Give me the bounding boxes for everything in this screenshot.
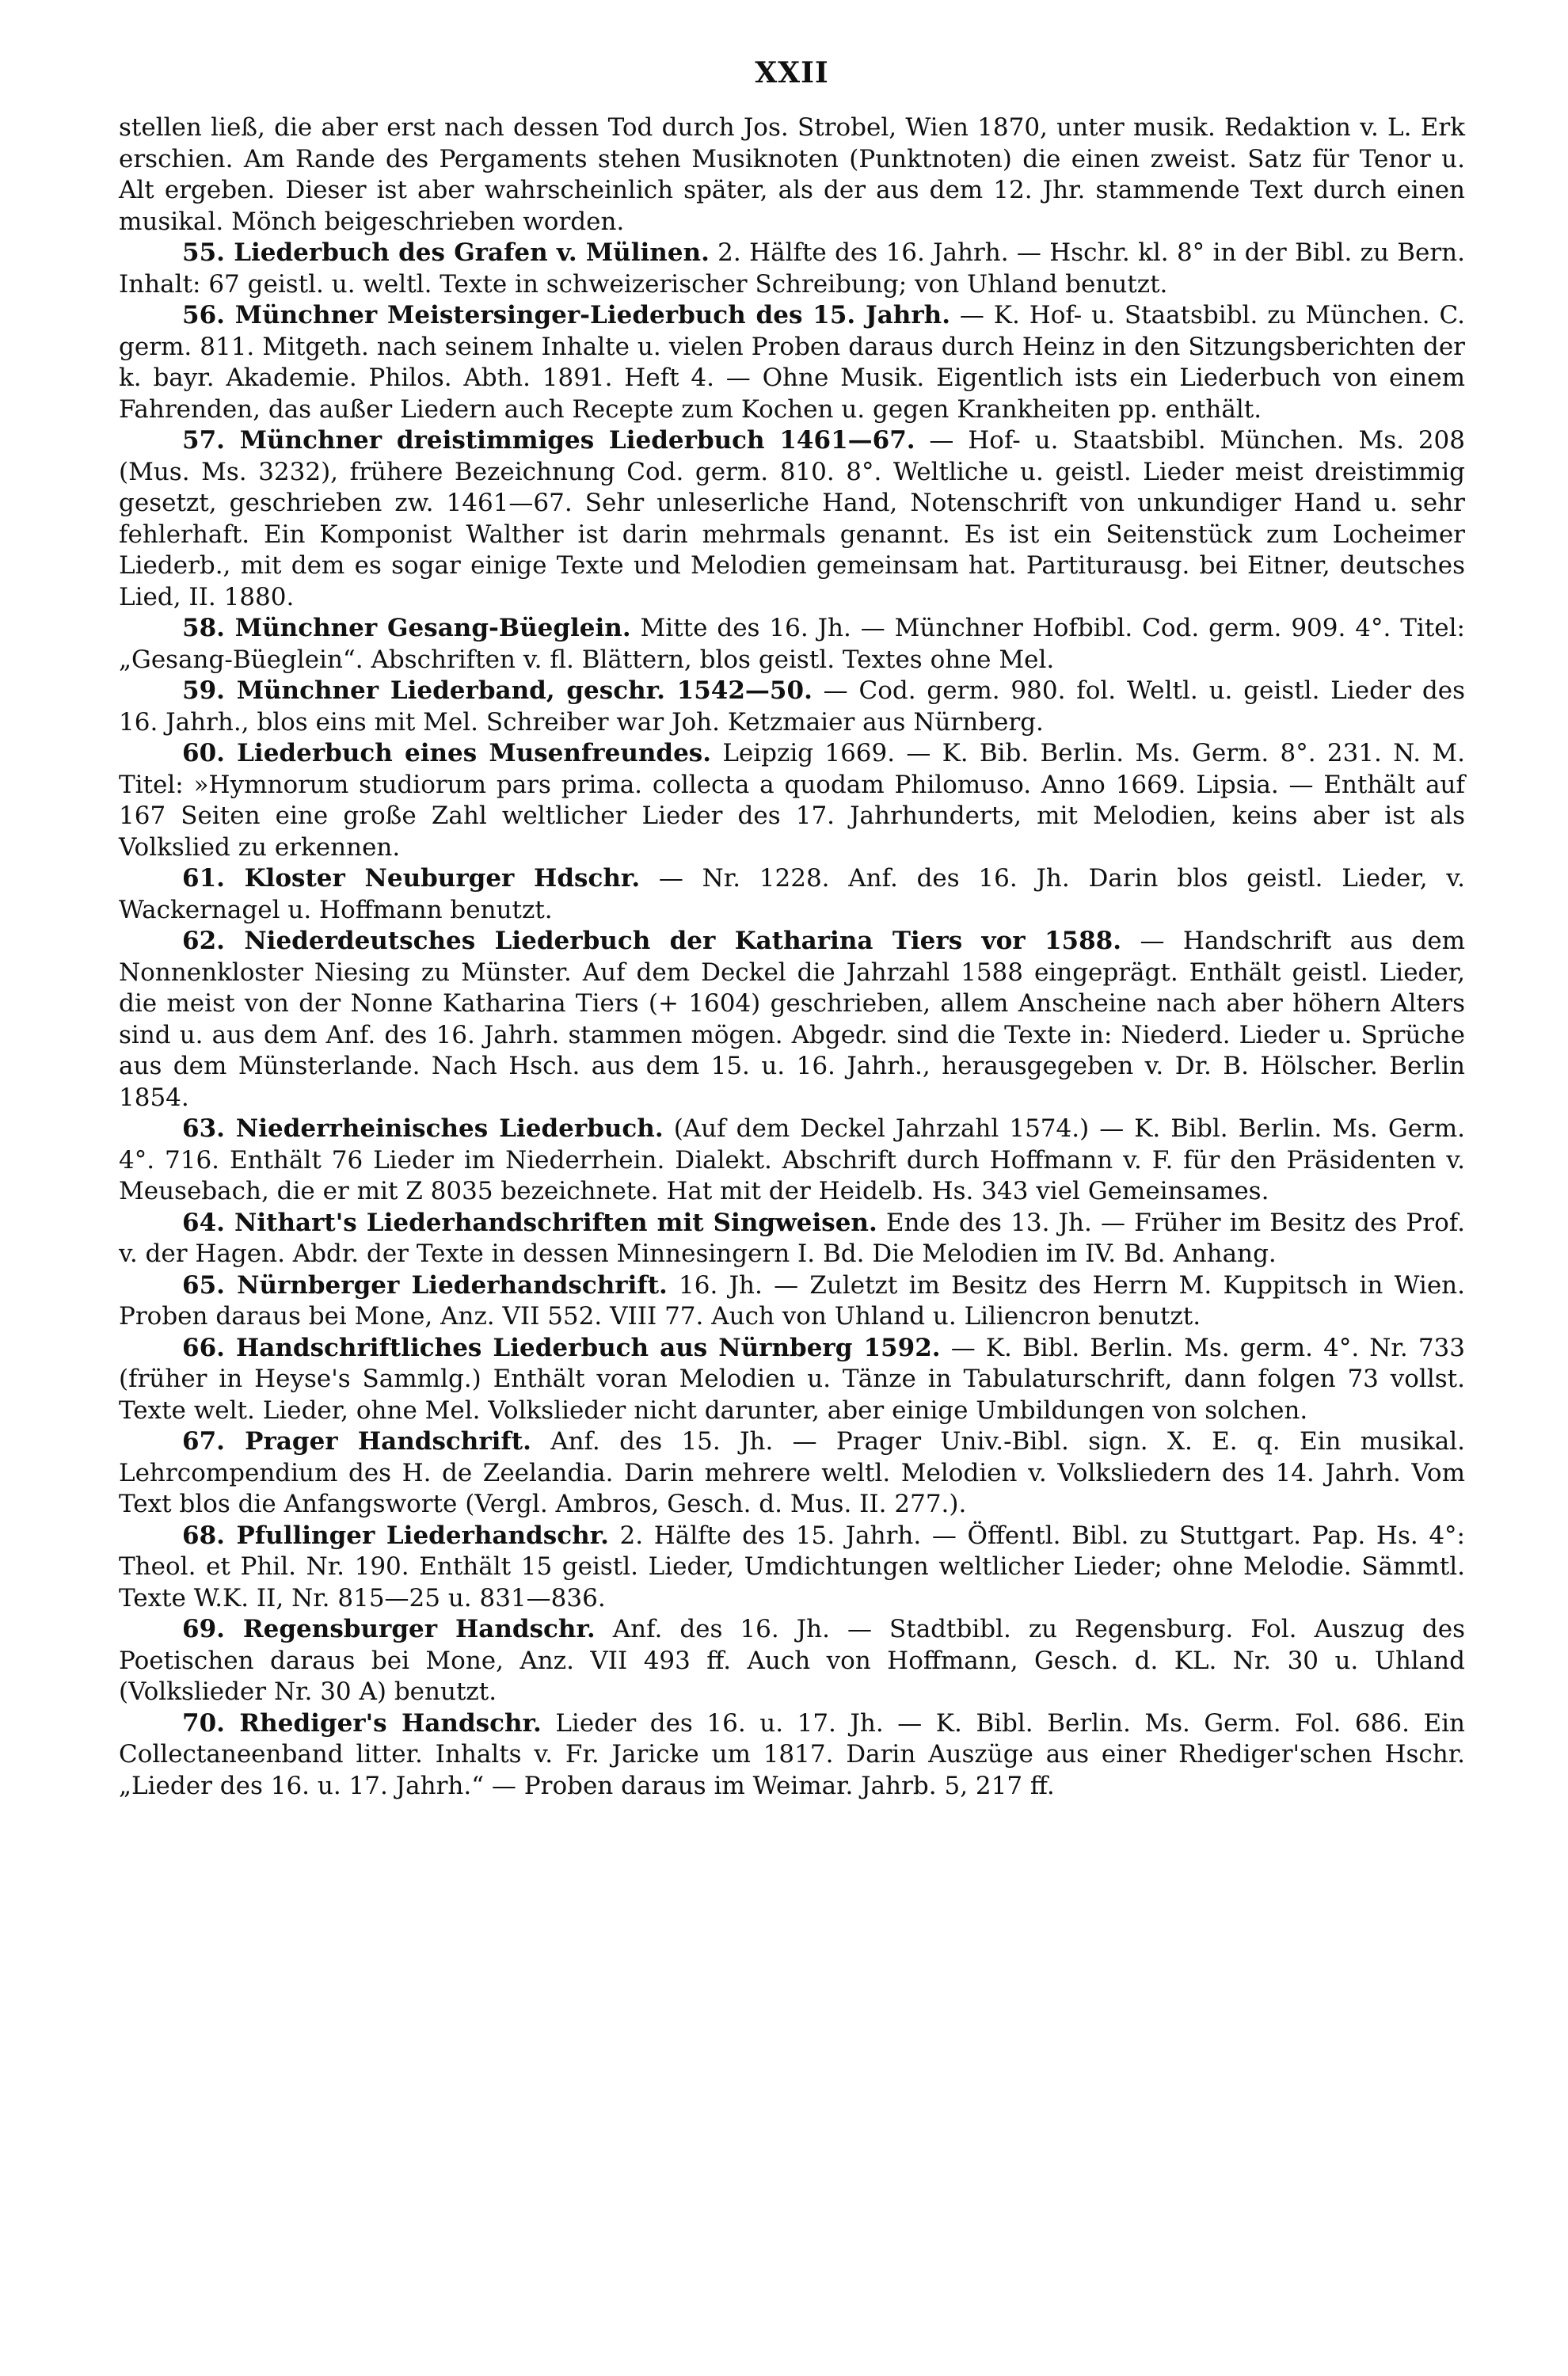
entry-text: Leipzig 1669. — K. Bib. Berlin. Ms. Germ. 8°. 231. N. M. Titel: »Hymnorum studiorum pars prima. collecta a quodam Philomuso. Anno 1669. Lipsia. — Enthält auf 167 Seiten eine große Zahl weltlicher Lieder des 17. Jahrhunderts, mit Melodien, keins aber ist als Volkslied zu erkennen.	[119, 739, 1465, 862]
entry-68	[119, 1521, 1465, 1615]
entry-title: Liederbuch des Grafen v. Mülinen.	[234, 238, 710, 267]
entry-number: 66.	[182, 1333, 236, 1362]
entry-text: Ende des 13. Jh. — Früher im Besitz des Prof. v. der Hagen. Abdr. der Texte in dessen Minnesingern I. Bd. Die Melodien im IV. Bd. Anhang.	[119, 1208, 1465, 1268]
entry-title: Prager Handschrift.	[245, 1427, 531, 1456]
entry-text: Anf. des 15. Jh. — Prager Univ.-Bibl. sign. X. E. q. Ein musikal. Lehrcompendium des H. de Zeelandia. Darin mehrere weltl. Melodien v. Volksliedern des 14. Jahrh. Vom Text blos die Anfangsworte (Vergl. Ambros, Gesch. d. Mus. II. 277.).	[119, 1427, 1465, 1518]
entry-text: Anf. des 16. Jh. — Stadtbibl. zu Regensburg. Fol. Auszug des Poetischen daraus bei Mone, Anz. VII 493 ff. Auch von Hoffmann, Gesch. d. KL. Nr. 30 u. Uhland (Volkslieder Nr. 30 A) benutzt.	[119, 1615, 1466, 1706]
entry-number: 67.	[182, 1427, 245, 1456]
entry-title: Nürnberger Liederhandschrift.	[237, 1270, 668, 1300]
entry-title: Münchner dreistimmiges Liederbuch 1461—67.	[239, 426, 915, 455]
entry-59	[119, 676, 1465, 738]
entry-number: 56.	[182, 301, 235, 329]
entry-text: — K. Bibl. Berlin. Ms. germ. 4°. Nr. 733 (früher in Heyse's Sammlg.) Enthält voran Melodien u. Tänze in Tabulaturschrift, dann folgen 73 vollst. Texte welt. Lieder, ohne Mel. Volkslieder nicht darunter, aber einige Umbildungen von solchen.	[119, 1333, 1465, 1425]
entry-text: 16. Jh. — Zuletzt im Besitz des Herrn M. Kuppitsch in Wien. Proben daraus bei Mone, Anz. VII 552. VIII 77. Auch von Uhland u. Liliencron benutzt.	[119, 1270, 1465, 1331]
entry-text: — K. Hof- u. Staatsbibl. zu München. C. germ. 811. Mitgeth. nach seinem Inhalte u. vielen Proben daraus durch Heinz in den Sitzungsberichten der k. bayr. Akademie. Philos. Abth. 1891. Heft 4. — Ohne Musik. Eigentlich ists ein Liederbuch von einem Fahrenden, das außer Liedern auch Recepte zum Kochen u. gegen Krankheiten pp. enthält.	[119, 301, 1465, 424]
document-page	[119, 55, 1465, 2336]
entry-title: Münchner Liederband, geschr. 1542—50.	[236, 676, 813, 705]
entry-number: 68.	[182, 1521, 237, 1550]
entry-title: Rhediger's Handschr.	[239, 1708, 542, 1738]
entry-text: — Handschrift aus dem Nonnenkloster Niesing zu Münster. Auf dem Deckel die Jahrzahl 1588 eingeprägt. Enthält geistl. Lieder, die meist von der Nonne Katharina Tiers (+ 1604) geschrieben, allem Anscheine nach aber höhern Alters sind u. aus dem Anf. des 16. Jahrh. stammen mögen. Abgedr. sind die Texte in: Niederd. Lieder u. Sprüche aus dem Münsterlande. Nach Hsch. aus dem 15. u. 16. Jahrh., herausgegeben v. Dr. B. Hölscher. Berlin 1854.	[119, 927, 1465, 1112]
entry-66	[119, 1333, 1465, 1427]
entry-55	[119, 238, 1465, 300]
entry-56	[119, 300, 1465, 425]
intro-paragraph: stellen ließ, die aber erst nach dessen Tod durch Jos. Strobel, Wien 1870, unter musik. Redaktion v. L. Erk erschien. Am Rande des Pergaments stehen Musiknoten (Punktnoten) die einen zweist. Satz für Tenor u. Alt ergeben. Dieser ist aber wahrscheinlich später, als der aus dem 12. Jhr. stammende Text durch einen musikal. Mönch beigeschrieben worden.	[119, 113, 1465, 236]
entry-number: 62.	[182, 927, 245, 955]
entry-title: Niederrheinisches Liederbuch.	[235, 1114, 664, 1143]
entry-text: — Nr. 1228. Anf. des 16. Jh. Darin blos geistl. Lieder, v. Wackernagel u. Hoffmann benutzt.	[119, 864, 1465, 924]
entry-62	[119, 926, 1465, 1114]
entry-title: Münchner Meistersinger-Liederbuch des 15. Jahrh.	[234, 301, 950, 329]
entry-number: 69.	[182, 1615, 243, 1643]
entry-text: 2. Hälfte des 16. Jahrh. — Hschr. kl. 8° in der Bibl. zu Bern. Inhalt: 67 geistl. u. weltl. Texte in schweizerischer Schreibung; von Uhland benutzt.	[119, 238, 1465, 299]
entry-text: (Auf dem Deckel Jahrzahl 1574.) — K. Bibl. Berlin. Ms. Germ. 4°. 716. Enthält 76 Lieder im Niederrhein. Dialekt. Abschrift durch Hoffmann v. F. für den Präsidenten v. Meusebach, die er mit Z 8035 bezeichnete. Hat mit der Heidelb. Hs. 343 viel Gemeinsames.	[119, 1114, 1465, 1205]
entry-title: Handschriftliches Liederbuch aus Nürnberg 1592.	[236, 1333, 941, 1362]
entry-text: 2. Hälfte des 15. Jahrh. — Öffentl. Bibl. zu Stuttgart. Pap. Hs. 4°: Theol. et Phil. Nr. 190. Enthält 15 geistl. Lieder, Umdichtungen weltlicher Lieder; ohne Melodie. Sämmtl. Texte W.K. II, Nr. 815—25 u. 831—836.	[119, 1521, 1466, 1613]
entry-title: Regensburger Handschr.	[242, 1615, 596, 1643]
entry-number: 55.	[182, 238, 234, 267]
entry-number: 61.	[182, 864, 245, 893]
entry-title: Liederbuch eines Musenfreundes.	[237, 739, 712, 767]
entry-title: Kloster Neuburger Hdschr.	[244, 864, 641, 893]
entry-63	[119, 1114, 1465, 1208]
entry-title: Münchner Gesang-Büeglein.	[234, 614, 631, 642]
entry-58	[119, 613, 1465, 676]
entry-title: Niederdeutsches Liederbuch der Katharina Tiers vor 1588.	[244, 927, 1122, 955]
entry-text: Lieder des 16. u. 17. Jh. — K. Bibl. Berlin. Ms. Germ. Fol. 686. Ein Collectaneenband litter. Inhalts v. Fr. Jaricke um 1817. Darin Auszüge aus einer Rhediger'schen Hschr. „Lieder des 16. u. 17. Jahrh.“ — Proben daraus im Weimar. Jahrb. 5, 217 ff.	[119, 1708, 1465, 1800]
entry-number: 63.	[182, 1114, 236, 1143]
entry-text: — Hof- u. Staatsbibl. München. Ms. 208 (Mus. Ms. 3232), frühere Bezeichnung Cod. germ. 810. 8°. Weltliche u. geistl. Lieder meist dreistimmig gesetzt, geschrieben zw. 1461—67. Sehr unleserliche Hand, Notenschrift von unkundiger Hand u. sehr fehlerhaft. Ein Komponist Walther ist darin mehrmals genannt. Es ist ein Seitenstück zum Locheimer Liederb., mit dem es sogar einige Texte und Melodien gemeinsam hat. Partiturausg. bei Eitner, deutsches Lied, II. 1880.	[119, 426, 1465, 611]
entry-64	[119, 1208, 1465, 1270]
entry-text: — Cod. germ. 980. fol. Weltl. u. geistl. Lieder des 16. Jahrh., blos eins mit Mel. Schreiber war Joh. Ketzmaier aus Nürnberg.	[119, 676, 1465, 737]
entry-title: Pfullinger Liederhandschr.	[236, 1521, 609, 1550]
entry-number: 59.	[182, 676, 237, 705]
entry-number: 57.	[182, 426, 240, 455]
entry-57	[119, 425, 1465, 613]
entry-list	[119, 238, 1465, 1802]
entry-text: Mitte des 16. Jh. — Münchner Hofbibl. Cod. germ. 909. 4°. Titel: „Gesang-Büeglein“. Abschriften v. fl. Blättern, blos geistl. Textes ohne Mel.	[119, 614, 1465, 674]
entry-69	[119, 1614, 1465, 1708]
entry-number: 58.	[182, 614, 235, 642]
entry-61	[119, 863, 1465, 926]
entry-60	[119, 738, 1465, 863]
entry-70	[119, 1708, 1465, 1803]
entry-number: 64.	[182, 1208, 235, 1237]
entry-title: Nithart's Liederhandschriften mit Singweisen.	[234, 1208, 877, 1237]
entry-number: 70.	[182, 1708, 240, 1738]
entry-number: 65.	[182, 1270, 238, 1300]
entry-65	[119, 1270, 1465, 1333]
entry-67	[119, 1426, 1465, 1521]
entry-number: 60.	[182, 739, 238, 767]
page-number: XXII	[755, 56, 829, 89]
